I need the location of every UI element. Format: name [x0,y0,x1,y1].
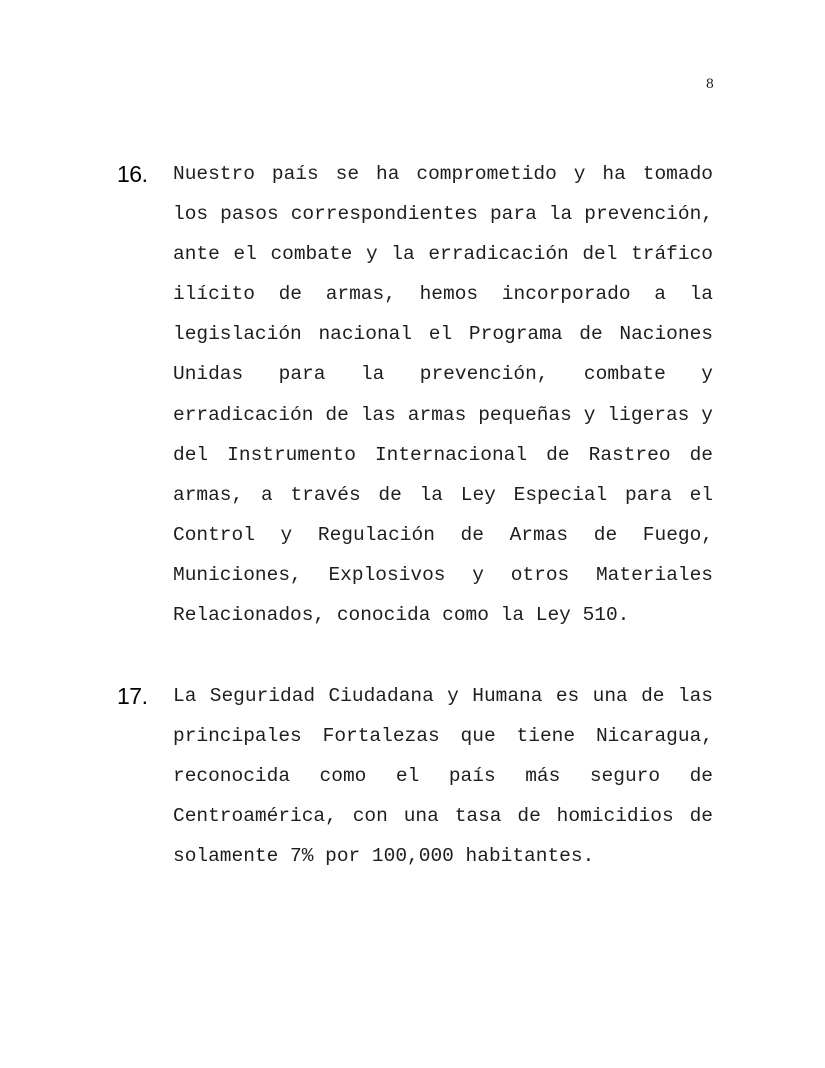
paragraph-number: 17. [117,683,148,709]
page-number: 8 [705,77,714,92]
paragraph-text: Nuestro país se ha comprometido y ha tomado los pasos correspondientes para la prevención, ante el combate y la erradicación del tráfico ilícito de armas, hemos incorporado a la legislación nacional el Programa de Naciones Unidas para la prevención, combate y erradicación de las armas pequeñas y ligeras y del Instrumento Internacional de Rastreo de armas, a través de la Ley Especial para el Control y Regulación de Armas de Fuego, Municiones, Explosivos y otros Materiales Relacionados, conocida como la Ley 510. [173,163,713,627]
paragraph-number: 16. [117,161,148,187]
paragraph-text: La Seguridad Ciudadana y Humana es una de las principales Fortalezas que tiene Nicaragua, reconocida como el país más seguro de Centroamérica, con una tasa de homicidios de solamente 7% por 100,000 habitantes. [173,685,713,868]
